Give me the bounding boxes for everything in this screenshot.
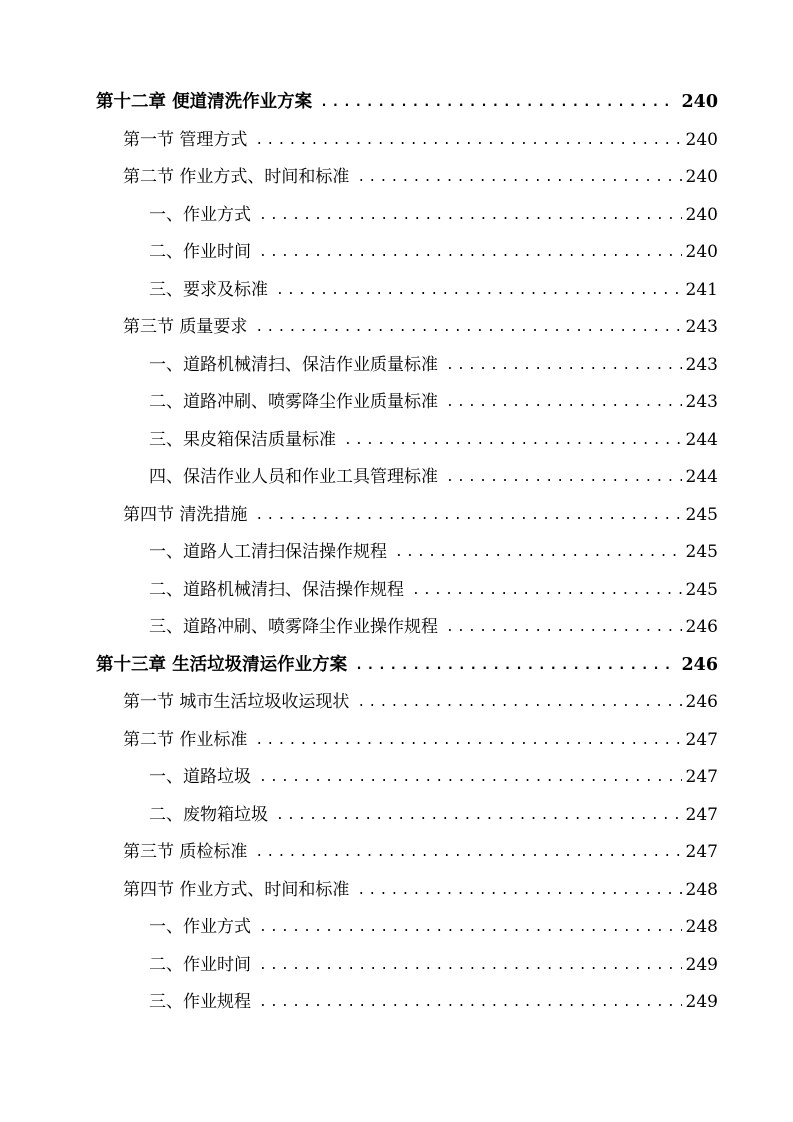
toc-page-number: 247: [685, 767, 718, 787]
toc-entry-title: 三、作业规程: [149, 992, 251, 1012]
toc-entry-title: 第十二章 便道清洗作业方案: [96, 92, 313, 112]
toc-section-entry[interactable]: [123, 834, 718, 871]
toc-dot-leader: [446, 459, 682, 496]
toc-subsection-entry[interactable]: [149, 984, 718, 1021]
toc-subsection-entry[interactable]: [149, 909, 718, 946]
toc-entry-title: 第十三章 生活垃圾清运作业方案: [96, 654, 348, 675]
toc-page-number: 246: [681, 654, 718, 675]
toc-entry-title: 三、要求及标准: [149, 279, 268, 300]
toc-dot-leader: [259, 909, 682, 946]
toc-entry-title: 一、道路垃圾: [149, 767, 251, 787]
toc-dot-leader: [276, 797, 682, 834]
toc-chapter-entry[interactable]: [96, 84, 718, 121]
toc-entry-title: 第一节 管理方式: [123, 129, 248, 150]
toc-dot-leader: [357, 159, 681, 196]
toc-dot-leader: [255, 309, 681, 346]
toc-subsection-entry[interactable]: [149, 572, 718, 609]
toc-entry-title: 第三节 质检标准: [123, 842, 248, 862]
toc-entry-title: 二、道路机械清扫、保洁操作规程: [149, 579, 404, 600]
toc-section-entry[interactable]: [123, 722, 718, 759]
toc-section-entry[interactable]: [123, 309, 718, 346]
toc-section-entry[interactable]: [123, 872, 718, 909]
toc-dot-leader: [344, 422, 682, 459]
toc-dot-leader: [446, 347, 682, 384]
toc-section-entry[interactable]: [123, 159, 718, 196]
toc-page-number: 249: [685, 992, 718, 1012]
toc-subsection-entry[interactable]: [149, 759, 718, 796]
toc-subsection-entry[interactable]: [149, 272, 718, 309]
toc-dot-leader: [259, 759, 682, 796]
toc-subsection-entry[interactable]: [149, 947, 718, 984]
toc-page-number: 241: [685, 279, 718, 300]
toc-dot-leader: [357, 872, 681, 909]
toc-page-number: 240: [685, 204, 718, 225]
toc-page-number: 240: [681, 92, 718, 112]
toc-page-number: 244: [685, 429, 718, 450]
toc-dot-leader: [259, 234, 682, 271]
toc-entry-title: 二、作业时间: [149, 954, 251, 975]
toc-page-number: 247: [685, 729, 718, 750]
toc-page-number: 243: [685, 392, 718, 412]
toc-page-number: 247: [685, 842, 718, 862]
toc-entry-title: 一、作业方式: [149, 917, 251, 937]
toc-dot-leader: [355, 647, 677, 684]
toc-page-number: 246: [685, 692, 718, 712]
toc-page-number: 245: [685, 504, 718, 525]
toc-dot-leader: [255, 122, 681, 159]
toc-page-number: 240: [685, 242, 718, 262]
toc-entry-title: 三、道路冲刷、喷雾降尘作业操作规程: [149, 617, 438, 637]
toc-page-number: 249: [685, 954, 718, 975]
toc-page-number: 248: [685, 879, 718, 900]
toc-subsection-entry[interactable]: [149, 459, 718, 496]
toc-entry-title: 第二节 作业标准: [123, 729, 248, 750]
toc-dot-leader: [259, 984, 682, 1021]
toc-dot-leader: [255, 722, 681, 759]
toc-entry-title: 第三节 质量要求: [123, 317, 248, 337]
toc-subsection-entry[interactable]: [149, 234, 718, 271]
toc-entry-title: 四、保洁作业人员和作业工具管理标准: [149, 467, 438, 487]
toc-entry-title: 二、作业时间: [149, 242, 251, 262]
toc-chapter-entry[interactable]: [96, 647, 718, 684]
toc-page-number: 243: [685, 317, 718, 337]
toc-dot-leader: [259, 197, 682, 234]
toc-page-number: 245: [685, 542, 718, 562]
toc-dot-leader: [259, 947, 682, 984]
toc-page-number: 240: [685, 167, 718, 187]
toc-subsection-entry[interactable]: [149, 797, 718, 834]
toc-entry-title: 二、道路冲刷、喷雾降尘作业质量标准: [149, 392, 438, 412]
toc-entry-title: 第一节 城市生活垃圾收运现状: [123, 692, 350, 712]
toc-page-number: 244: [685, 467, 718, 487]
toc-dot-leader: [255, 497, 681, 534]
toc-entry-title: 一、道路人工清扫保洁操作规程: [149, 542, 387, 562]
toc-dot-leader: [255, 834, 681, 871]
toc-dot-leader: [446, 384, 682, 421]
toc-page-number: 245: [685, 579, 718, 600]
toc-page-number: 240: [685, 129, 718, 150]
toc-subsection-entry[interactable]: [149, 384, 718, 421]
toc-dot-leader: [446, 609, 682, 646]
toc-page-number: 246: [685, 617, 718, 637]
toc-section-entry[interactable]: [123, 684, 718, 721]
toc-dot-leader: [276, 272, 682, 309]
toc-subsection-entry[interactable]: [149, 347, 718, 384]
toc-dot-leader: [412, 572, 682, 609]
toc-page-number: 247: [685, 804, 718, 825]
toc-entry-title: 第四节 作业方式、时间和标准: [123, 879, 350, 900]
toc-subsection-entry[interactable]: [149, 534, 718, 571]
toc-entry-title: 二、废物箱垃圾: [149, 804, 268, 825]
toc-dot-leader: [357, 684, 681, 721]
toc-section-entry[interactable]: [123, 122, 718, 159]
toc-dot-leader: [395, 534, 682, 571]
toc-entry-title: 一、道路机械清扫、保洁作业质量标准: [149, 354, 438, 375]
toc-subsection-entry[interactable]: [149, 609, 718, 646]
toc-dot-leader: [320, 84, 677, 121]
toc-section-entry[interactable]: [123, 497, 718, 534]
toc-subsection-entry[interactable]: [149, 422, 718, 459]
toc-entry-title: 三、果皮箱保洁质量标准: [149, 429, 336, 450]
toc-entry-title: 第四节 清洗措施: [123, 504, 248, 525]
toc-page-number: 248: [685, 917, 718, 937]
toc-entry-title: 一、作业方式: [149, 204, 251, 225]
toc-subsection-entry[interactable]: [149, 197, 718, 234]
toc-page-number: 243: [685, 354, 718, 375]
toc-entry-title: 第二节 作业方式、时间和标准: [123, 167, 350, 187]
